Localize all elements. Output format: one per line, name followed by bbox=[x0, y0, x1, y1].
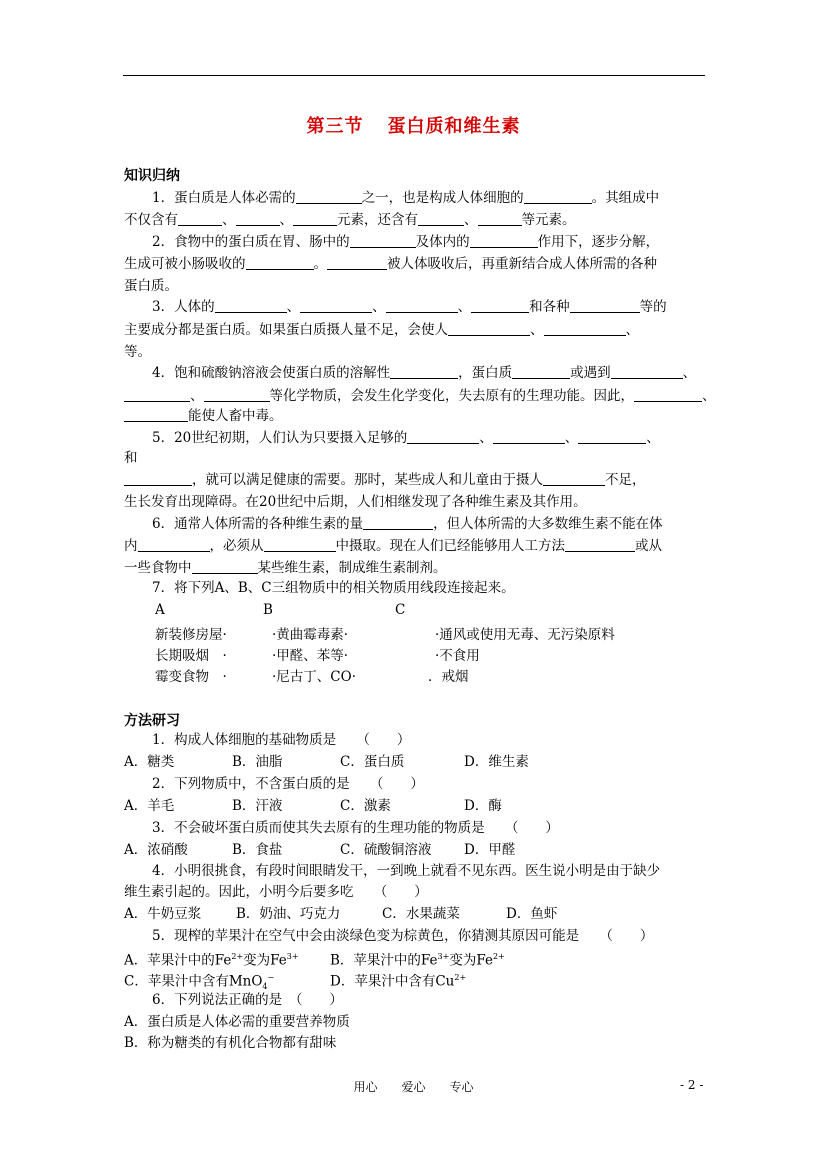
footer-motto: 用心 爱心 专心 bbox=[353, 1080, 474, 1094]
question-5-options-ab: A．苹果汁中的$Fe^{2+}$变为$Fe^{3+}$ B．苹果汁中的$Fe^{3+}$变为$Fe^{2+}$ bbox=[124, 952, 505, 969]
knowledge-7-intro: 7．将下列A、B、C三组物质中的相关物质用线段连接起来。 bbox=[152, 580, 515, 596]
knowledge-6-line-2: 内 ，必须从 中摄取。现在人们已经能够用人工方法 或从 bbox=[124, 538, 662, 554]
question-2-stem: 2．下列物质中，不含蛋白质的是 （ ） bbox=[152, 776, 424, 792]
column-a-header: A bbox=[155, 602, 165, 618]
knowledge-5-line-2: 和 bbox=[124, 450, 138, 466]
knowledge-2-line-2: 生成可被小肠吸收的 。 被人体吸收后，再重新结合成人体所需的各种 bbox=[124, 256, 657, 272]
question-1-options: A．糖类 B．油脂 C．蛋白质 D．维生素 bbox=[124, 754, 529, 770]
column-c-item: ·通风或使用无毒、无污染原料 bbox=[435, 627, 615, 643]
knowledge-1-line-2: 不仅含有 、 、 元素，还含有 、 等元素。 bbox=[124, 212, 576, 228]
question-5-stem: 5．现榨的苹果汁在空气中会由淡绿色变为棕黄色，你猜测其原因可能是 （ ） bbox=[152, 928, 654, 944]
title-topic: 蛋白质和维生素 bbox=[387, 116, 521, 137]
question-3-options: A．浓硝酸 B．食盐 C．硫酸铜溶液 D．甲醛 bbox=[124, 842, 516, 858]
knowledge-4-line-2: 、 等化学物质，会发生化学变化，失去原有的生理功能。因此， 、 bbox=[124, 386, 716, 406]
column-b-header: B bbox=[263, 602, 273, 618]
column-c-header: C bbox=[395, 602, 406, 618]
question-4-stem-line-2: 维生素引起的。因此，小明今后要多吃 （ ） bbox=[124, 884, 428, 900]
knowledge-5-line-3: ，就可以满足健康的需要。那时，某些成人和儿童由于摄人 不足， bbox=[124, 470, 646, 490]
question-1-stem: 1．构成人体细胞的基础物质是 （ ） bbox=[152, 732, 411, 748]
knowledge-6-line-3: 一些食物中 某些维生素，制成维生素制剂。 bbox=[124, 560, 447, 576]
question-6-stem: 6．下列说法正确的是 （ ） bbox=[152, 992, 343, 1008]
column-b-item: ·黄曲霉毒素· bbox=[272, 627, 349, 643]
question-6-option-a: A．蛋白质是人体必需的重要营养物质 bbox=[124, 1014, 350, 1030]
question-3-stem: 3．不会破坏蛋白质而使其失去原有的生理功能的物质是 （ ） bbox=[152, 820, 559, 836]
page-number: - 2 - bbox=[680, 1078, 704, 1092]
column-b-item: ·尼古丁、CO· bbox=[272, 669, 356, 685]
knowledge-6-line-1: 6．通常人体所需的各种维生素的量 ，但人体所需的大多数维生素不能在体 bbox=[152, 516, 663, 532]
knowledge-4-line-1: 4．饱和硫酸钠溶液会使蛋白质的溶解性 ，蛋白质 或遇到 、 bbox=[152, 365, 697, 381]
knowledge-2-line-3: 蛋白质。 bbox=[124, 278, 178, 294]
knowledge-5-line-4: 生长发育出现障碍。在20世纪中后期，人们相继发现了各种维生素及其作用。 bbox=[124, 494, 587, 510]
question-4-options: A．牛奶豆浆 B．奶油、巧克力 C．水果蔬菜 D．鱼虾 bbox=[124, 906, 558, 922]
knowledge-1-line-1: 1．蛋白质是人体必需的 之一，也是构成人体细胞的 。其组成中 bbox=[152, 190, 660, 206]
question-5-options-cd: C．苹果汁中含有MnO$_4$− D．苹果汁中含有$Cu^{2+}$ bbox=[124, 973, 467, 992]
column-a-item: 霉变食物 · bbox=[155, 669, 227, 685]
page-title bbox=[0, 112, 827, 138]
column-c-item: ·不食用 bbox=[435, 648, 480, 664]
knowledge-2-line-1: 2．食物中的蛋白质在胃、肠中的 及体内的 作用下，逐步分解， bbox=[152, 234, 660, 250]
column-a-item: 长期吸烟 · bbox=[155, 648, 227, 664]
column-b-item: ·甲醛、苯等· bbox=[272, 648, 349, 664]
section-heading-method: 方法研习 bbox=[124, 713, 180, 729]
header-rule bbox=[123, 75, 705, 76]
question-4-stem-line-1: 4．小明很挑食，有段时间眼睛发干，一到晚上就看不见东西。医生说小明是由于缺少 bbox=[152, 863, 661, 879]
section-heading-knowledge: 知识归纳 bbox=[124, 168, 180, 184]
column-a-item: 新装修房屋· bbox=[155, 627, 227, 643]
knowledge-3-line-2: 主要成分都是蛋白质。如果蛋白质摄人量不足，会使人 、 、 bbox=[124, 322, 639, 338]
knowledge-3-line-3: 等。 bbox=[124, 344, 151, 360]
question-2-options: A．羊毛 B．汗液 C．激素 D．酶 bbox=[124, 798, 502, 814]
knowledge-4-line-3: 能使人畜中毒。 bbox=[124, 406, 283, 426]
knowledge-3-line-1: 3．人体的 、 、 、 和各种 等的 bbox=[152, 299, 667, 315]
title-section-number: 第三节 bbox=[306, 116, 364, 137]
column-c-item: ．戒烟 bbox=[428, 669, 469, 685]
question-6-option-b: B．称为糖类的有机化合物都有甜味 bbox=[124, 1035, 337, 1051]
knowledge-5-line-1: 5．20世纪初期，人们认为只要摄入足够的 、 、 、 bbox=[152, 430, 660, 446]
